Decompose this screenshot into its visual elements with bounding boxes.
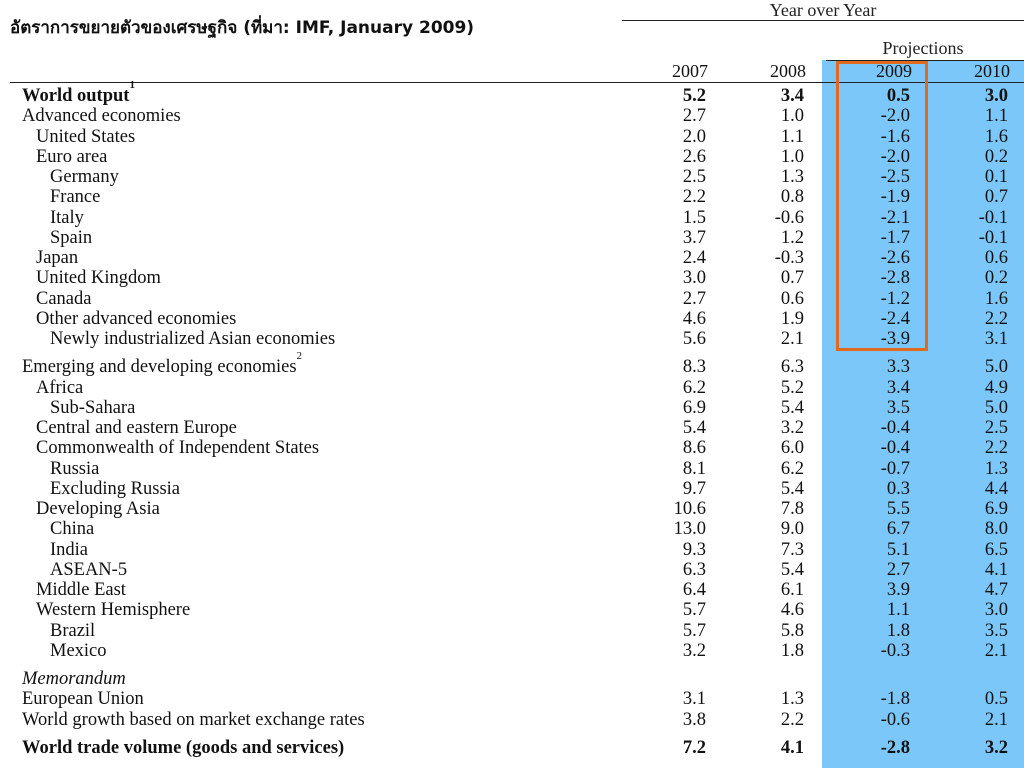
value-2007: 3.7: [682, 227, 706, 248]
header-divider: [622, 20, 1024, 21]
row-label-text: Italy: [50, 207, 84, 228]
row-label-text: Germany: [50, 167, 119, 187]
value-2007: 6.2: [682, 377, 706, 398]
value-2009: 1.1: [886, 600, 910, 621]
value-2010: 0.2: [984, 146, 1008, 167]
value-2009: 3.9: [886, 580, 910, 600]
value-2008: 0.6: [780, 288, 804, 309]
row-label: [50, 187, 100, 207]
value-2008: 2.2: [780, 709, 804, 730]
value-2008: -0.6: [774, 207, 804, 228]
table-row: [0, 459, 1024, 479]
value-2008: 1.1: [780, 126, 804, 147]
row-label: [36, 499, 160, 519]
row-label: [36, 147, 107, 167]
value-2010: 3.0: [984, 600, 1008, 621]
value-2009: -2.0: [880, 106, 910, 127]
value-2010: 6.5: [984, 539, 1008, 560]
value-2008: 1.3: [780, 689, 804, 710]
value-2009: -0.4: [880, 438, 910, 459]
value-2010: 0.6: [984, 248, 1008, 268]
value-2008: 2.1: [780, 329, 804, 349]
row-label: [22, 669, 126, 689]
table-row: [0, 479, 1024, 499]
value-2010: 3.1: [984, 329, 1008, 349]
row-label-text: European Union: [22, 689, 144, 710]
table-row: [0, 519, 1024, 539]
table-row: [0, 418, 1024, 438]
value-2008: 0.7: [780, 268, 804, 289]
value-2007: 6.9: [682, 397, 706, 418]
value-2007: 8.3: [682, 357, 706, 378]
value-2008: 1.3: [780, 167, 804, 187]
value-2009: -2.1: [880, 207, 910, 228]
value-2007: 6.4: [682, 580, 706, 600]
value-2009: 6.7: [886, 519, 910, 540]
value-2008: 5.4: [780, 397, 804, 418]
table-row: [0, 669, 1024, 689]
row-label-text: Developing Asia: [36, 499, 160, 519]
value-2009: 3.3: [886, 357, 910, 378]
value-2007: 2.6: [682, 146, 706, 167]
row-label-text: Excluding Russia: [50, 478, 181, 499]
value-2009: -2.6: [880, 248, 910, 268]
value-2009: 3.5: [886, 397, 910, 418]
value-2007: 5.4: [682, 418, 706, 438]
row-label-text: United Kingdom: [36, 268, 161, 289]
value-2008: 4.6: [780, 600, 804, 621]
row-label-text: Middle East: [36, 580, 126, 600]
row-label-text: World trade volume (goods and services): [22, 737, 345, 758]
value-2010: 1.1: [984, 106, 1008, 127]
row-label-text: Sub-Sahara: [50, 397, 136, 418]
value-2007: 4.6: [682, 308, 706, 329]
value-2007: 1.5: [682, 207, 706, 228]
row-label: [50, 641, 107, 661]
row-label-text: Russia: [50, 458, 100, 479]
value-2010: 5.0: [984, 357, 1008, 378]
value-2009: -2.0: [880, 146, 910, 167]
value-2009: -1.7: [880, 227, 910, 248]
value-2008: 6.2: [780, 458, 804, 479]
value-2009: 5.1: [886, 539, 910, 560]
value-2010: 2.2: [984, 308, 1008, 329]
value-2010: 0.2: [984, 268, 1008, 289]
value-2008: 6.0: [780, 438, 804, 459]
value-2010: 4.9: [984, 377, 1008, 398]
row-label: [50, 228, 92, 248]
value-2009: -2.5: [880, 167, 910, 187]
highlight-box: [836, 61, 928, 351]
value-2008: 0.8: [780, 187, 804, 208]
value-2008: 7.3: [780, 539, 804, 560]
value-2008: -0.3: [774, 248, 804, 268]
value-2009: 1.8: [886, 620, 910, 641]
footnote-marker: 1: [129, 78, 135, 91]
value-2007: 2.5: [682, 167, 706, 187]
row-label: [50, 519, 94, 539]
value-2008: 5.4: [780, 559, 804, 580]
value-2010: 6.9: [984, 499, 1008, 519]
value-2009: -1.2: [880, 288, 910, 309]
row-label: [50, 621, 95, 641]
value-2007: 2.0: [682, 126, 706, 147]
value-2008: 4.1: [780, 737, 804, 758]
value-2007: 2.4: [682, 248, 706, 268]
value-2010: 1.6: [984, 126, 1008, 147]
table-row: [0, 689, 1024, 709]
value-2009: -2.4: [880, 308, 910, 329]
value-2008: 6.1: [780, 580, 804, 600]
value-2009: -1.9: [880, 187, 910, 208]
table-row: [0, 540, 1024, 560]
value-2009: 0.3: [886, 478, 910, 499]
row-label: [50, 560, 127, 580]
value-2008: 9.0: [780, 519, 804, 540]
row-label: [50, 208, 84, 228]
year-over-year-header: Year over Year: [769, 0, 877, 20]
value-2010: 2.2: [984, 438, 1008, 459]
value-2010: -0.1: [978, 227, 1008, 248]
value-2007: 8.1: [682, 458, 706, 479]
row-label: [36, 289, 91, 309]
value-2008: 3.4: [780, 86, 804, 106]
value-2007: 3.2: [682, 640, 706, 661]
row-label-text: China: [50, 519, 95, 540]
table-row: [0, 350, 1024, 378]
value-2007: 3.0: [682, 268, 706, 289]
value-2007: 3.1: [682, 689, 706, 710]
row-label-text: Other advanced economies: [36, 308, 237, 329]
row-label-text: Japan: [36, 248, 79, 268]
footnote-marker: 2: [296, 350, 303, 363]
row-label-text: United States: [36, 126, 136, 147]
row-label-text: Africa: [36, 377, 84, 398]
value-2010: 3.5: [984, 620, 1008, 641]
table-row: [0, 621, 1024, 641]
value-2010: 4.7: [984, 580, 1008, 600]
row-label-text: Newly industrialized Asian economies: [50, 329, 336, 349]
row-label: [36, 309, 236, 329]
row-label: [36, 418, 237, 438]
projections-header: Projections: [882, 38, 964, 58]
row-label-text: India: [50, 539, 89, 560]
value-2008: 1.0: [780, 106, 804, 127]
value-2009: -2.8: [880, 737, 910, 758]
value-2009: -0.7: [880, 458, 910, 479]
table-row: [0, 560, 1024, 580]
value-2008: 6.3: [780, 357, 804, 378]
row-label-text: Mexico: [50, 640, 107, 661]
row-label: [50, 398, 135, 418]
value-2007: 5.2: [682, 86, 706, 106]
value-2008: 5.4: [780, 478, 804, 499]
value-2007: 3.8: [682, 709, 706, 730]
value-2010: 3.0: [984, 86, 1008, 106]
value-2007: 5.7: [682, 620, 706, 641]
row-label: [50, 167, 119, 187]
value-2009: -1.8: [880, 689, 910, 710]
value-2008: 1.8: [780, 640, 804, 661]
row-label: [22, 710, 365, 730]
row-label-text: Euro area: [36, 146, 108, 167]
table-row: [0, 580, 1024, 600]
value-2010: 1.3: [984, 458, 1008, 479]
value-2007: 9.3: [682, 539, 706, 560]
value-2008: 5.8: [780, 620, 804, 641]
table-row: [0, 710, 1024, 730]
value-2007: 2.2: [682, 187, 706, 208]
row-label-text: France: [50, 187, 101, 208]
value-2008: 1.9: [780, 308, 804, 329]
row-label: [36, 438, 319, 458]
row-label: [22, 350, 303, 378]
row-label: [36, 268, 161, 288]
row-label-text: Brazil: [50, 620, 96, 641]
table-row: [0, 738, 1024, 758]
value-2010: 3.2: [984, 737, 1008, 758]
value-2007: 5.6: [682, 329, 706, 349]
value-2007: 10.6: [673, 499, 706, 519]
value-2009: 0.5: [886, 86, 910, 106]
table-row: [0, 641, 1024, 661]
value-2010: 2.1: [984, 709, 1008, 730]
value-2010: 4.4: [984, 478, 1008, 499]
value-2010: 0.5: [984, 689, 1008, 710]
row-label: [36, 378, 83, 398]
page-title: อัตราการขยายตัวของเศรษฐกิจ (ที่มา: IMF, January 2009): [10, 18, 475, 38]
value-2009: -0.3: [880, 640, 910, 661]
value-2008: 3.2: [780, 418, 804, 438]
row-label: [50, 329, 335, 349]
row-label-text: World output: [22, 86, 130, 106]
row-label: [36, 127, 135, 147]
row-label-text: Advanced economies: [22, 106, 181, 127]
value-2009: -3.9: [880, 329, 910, 349]
value-2010: -0.1: [978, 207, 1008, 228]
value-2010: 4.1: [984, 559, 1008, 580]
row-label-text: Emerging and developing economies: [22, 357, 297, 378]
table-row: [0, 600, 1024, 620]
value-2007: 2.7: [682, 288, 706, 309]
row-label: [50, 540, 88, 560]
value-2009: -1.6: [880, 126, 910, 147]
row-label-text: Canada: [36, 288, 92, 309]
year-header-2007: 2007: [672, 61, 708, 81]
value-2010: 0.1: [984, 167, 1008, 187]
value-2009: -0.4: [880, 418, 910, 438]
value-2008: 1.0: [780, 146, 804, 167]
value-2007: 5.7: [682, 600, 706, 621]
value-2010: 8.0: [984, 519, 1008, 540]
row-label: [22, 689, 144, 709]
row-label: [22, 106, 181, 126]
table-row: [0, 438, 1024, 458]
value-2009: 2.7: [886, 559, 910, 580]
value-2010: 0.7: [984, 187, 1008, 208]
value-2007: 7.2: [682, 737, 706, 758]
value-2007: 13.0: [673, 519, 706, 540]
value-2010: 5.0: [984, 397, 1008, 418]
row-label-text: Spain: [50, 227, 93, 248]
value-2007: 8.6: [682, 438, 706, 459]
row-label: [22, 738, 344, 758]
row-label: [50, 459, 99, 479]
value-2009: 3.4: [886, 377, 910, 398]
table-row: [0, 499, 1024, 519]
row-label-text: Central and eastern Europe: [36, 418, 237, 438]
row-label: [22, 78, 135, 106]
row-label-text: Western Hemisphere: [36, 600, 191, 621]
row-label-text: World growth based on market exchange rates: [22, 709, 365, 730]
year-header-2010: 2010: [974, 61, 1010, 81]
value-2009: -2.8: [880, 268, 910, 289]
value-2009: 5.5: [886, 499, 910, 519]
table-row: [0, 398, 1024, 418]
value-2010: 2.1: [984, 640, 1008, 661]
row-label: [36, 580, 126, 600]
value-2010: 1.6: [984, 288, 1008, 309]
table-row: [0, 378, 1024, 398]
value-2007: 9.7: [682, 478, 706, 499]
year-header-2009: 2009: [876, 61, 912, 81]
row-label: [36, 248, 78, 268]
row-label-text: ASEAN-5: [50, 559, 128, 580]
value-2008: 1.2: [780, 227, 804, 248]
value-2007: 6.3: [682, 559, 706, 580]
year-header-2008: 2008: [770, 61, 806, 81]
value-2007: 2.7: [682, 106, 706, 127]
value-2008: 5.2: [780, 377, 804, 398]
value-2010: 2.5: [984, 418, 1008, 438]
value-2008: 7.8: [780, 499, 804, 519]
row-label: [50, 479, 180, 499]
row-label-text: Commonwealth of Independent States: [36, 438, 320, 459]
value-2009: -0.6: [880, 709, 910, 730]
row-label: [36, 600, 190, 620]
row-label-text: Memorandum: [22, 669, 126, 689]
